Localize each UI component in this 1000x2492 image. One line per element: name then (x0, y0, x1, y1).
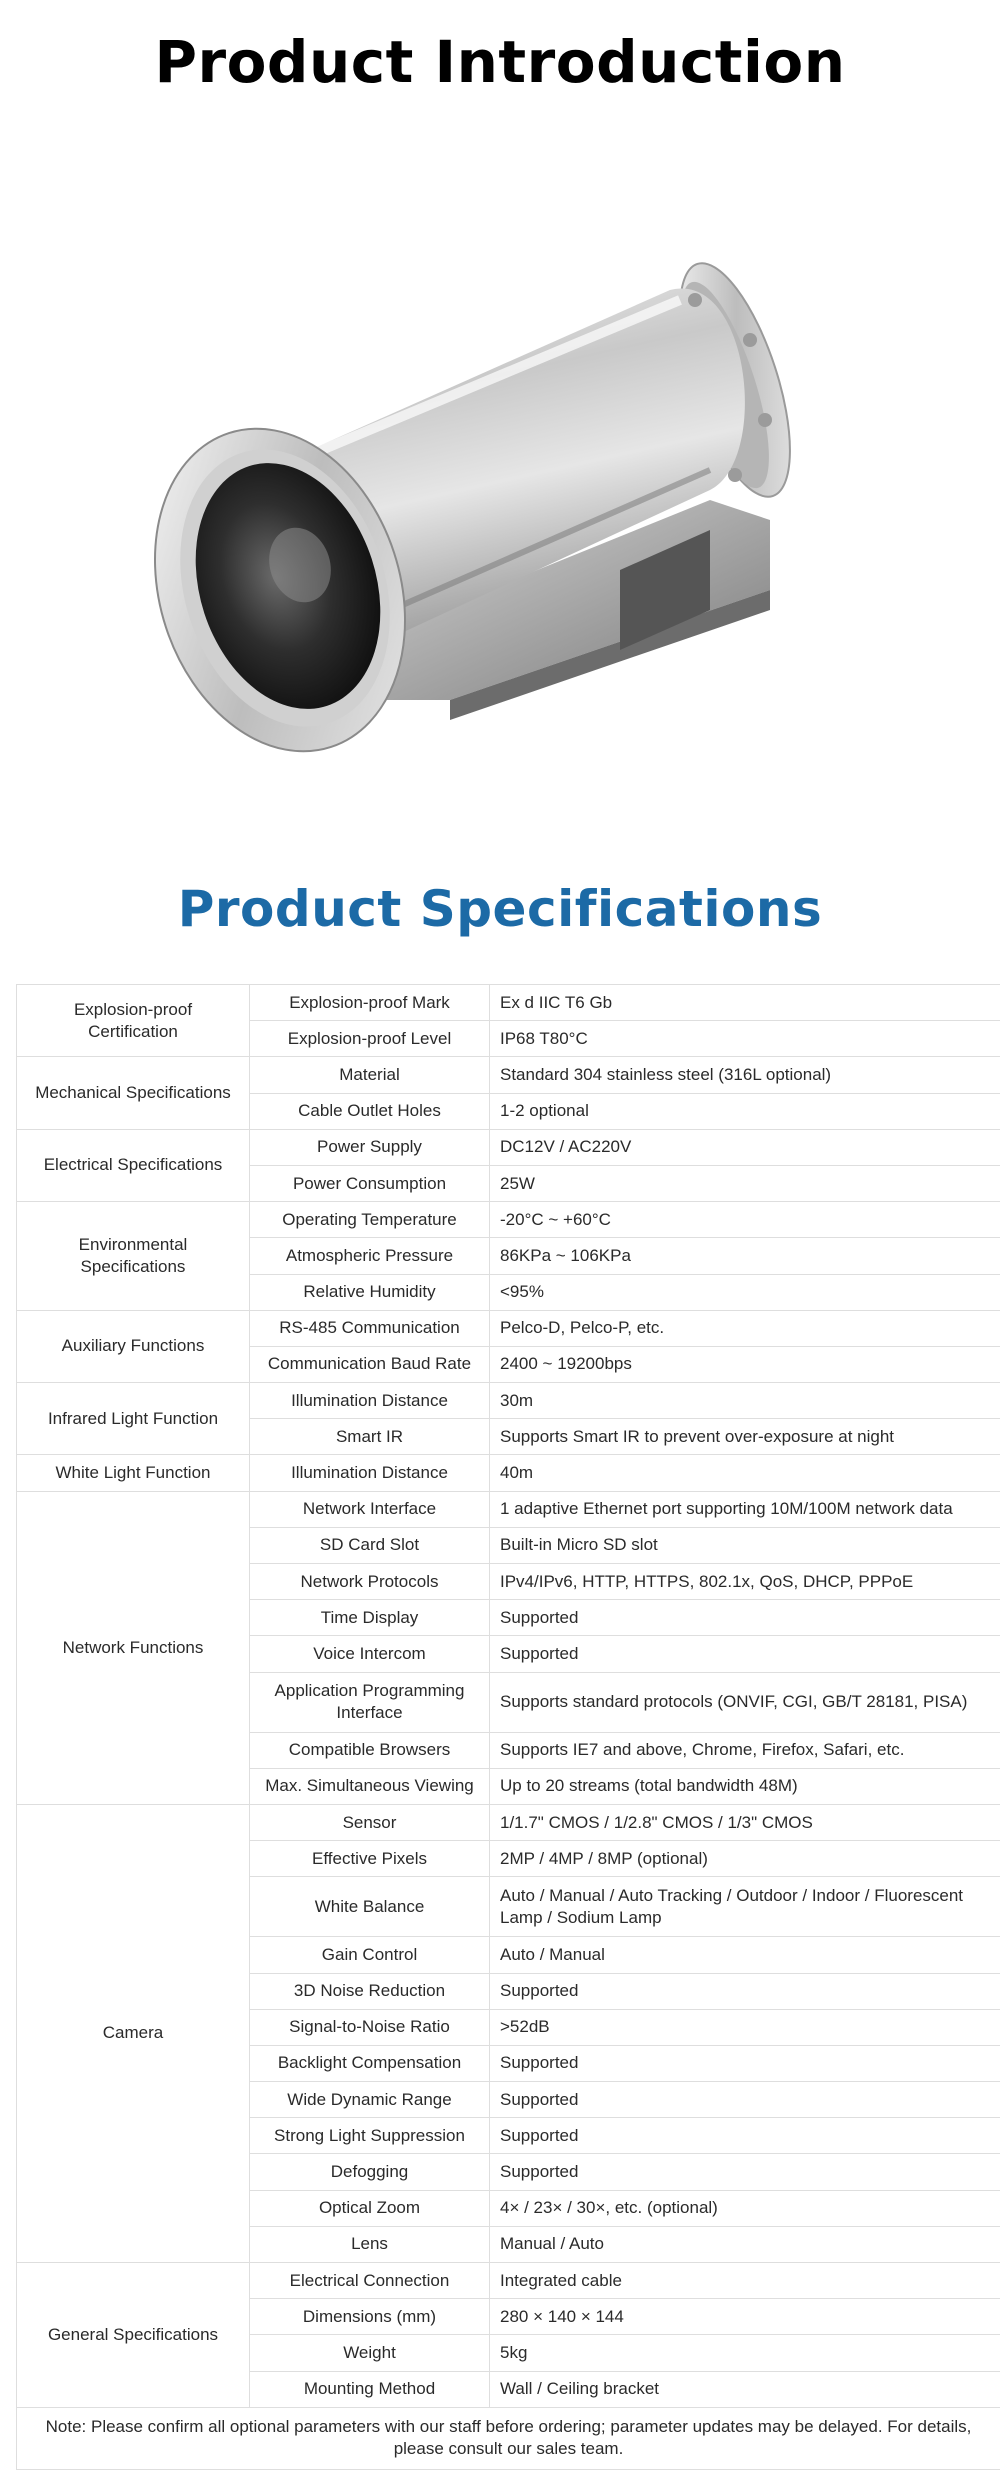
specifications-table (16, 984, 1000, 2470)
spec-parameter-cell: Gain Control (250, 1937, 490, 1973)
table-row (17, 1202, 1000, 1238)
table-row (17, 985, 1000, 1021)
spec-value-cell: Auto / Manual / Auto Tracking / Outdoor / Indoor / Fluorescent Lamp / Sodium Lamp (490, 1877, 1000, 1937)
spec-category-cell: General Specifications (17, 2263, 250, 2408)
table-row (17, 1491, 1000, 1527)
spec-value-cell: Supports IE7 and above, Chrome, Firefox, Safari, etc. (490, 1732, 1000, 1768)
footnote-text: Note: Please confirm all optional parameters with our staff before ordering; parameter updates may be delayed. For details, please consult our sales team. (17, 2407, 1000, 2469)
spec-value-cell: DC12V / AC220V (490, 1129, 1000, 1165)
table-row (17, 1310, 1000, 1346)
page-title: Product Introduction (154, 28, 846, 96)
spec-value-cell: Manual / Auto (490, 2226, 1000, 2262)
spec-value-cell: Pelco-D, Pelco-P, etc. (490, 1310, 1000, 1346)
spec-parameter-cell: Effective Pixels (250, 1841, 490, 1877)
spec-parameter-cell: Material (250, 1057, 490, 1093)
spec-value-cell: 280 × 140 × 144 (490, 2299, 1000, 2335)
table-row (17, 1455, 1000, 1491)
table-row (17, 1129, 1000, 1165)
spec-parameter-cell: Illumination Distance (250, 1383, 490, 1419)
note-row (17, 2407, 1000, 2469)
spec-value-cell: IP68 T80°C (490, 1021, 1000, 1057)
spec-parameter-cell: Smart IR (250, 1419, 490, 1455)
spec-value-cell: Supported (490, 2045, 1000, 2081)
spec-parameter-cell: Power Consumption (250, 1165, 490, 1201)
spec-parameter-cell: Time Display (250, 1600, 490, 1636)
spec-value-cell: IPv4/IPv6, HTTP, HTTPS, 802.1x, QoS, DHCP, PPPoE (490, 1564, 1000, 1600)
spec-value-cell: 40m (490, 1455, 1000, 1491)
spec-value-cell: 4× / 23× / 30×, etc. (optional) (490, 2190, 1000, 2226)
spec-value-cell: -20°C ~ +60°C (490, 1202, 1000, 1238)
spec-parameter-cell: Voice Intercom (250, 1636, 490, 1672)
spec-parameter-cell: 3D Noise Reduction (250, 1973, 490, 2009)
table-row (17, 1383, 1000, 1419)
spec-parameter-cell: Network Protocols (250, 1564, 490, 1600)
spec-parameter-cell: Communication Baud Rate (250, 1346, 490, 1382)
spec-value-cell: 1-2 optional (490, 1093, 1000, 1129)
spec-parameter-cell: Lens (250, 2226, 490, 2262)
spec-value-cell: Supported (490, 1973, 1000, 2009)
spec-value-cell: Supported (490, 2118, 1000, 2154)
spec-parameter-cell: Network Interface (250, 1491, 490, 1527)
spec-parameter-cell: Cable Outlet Holes (250, 1093, 490, 1129)
spec-value-cell: Integrated cable (490, 2263, 1000, 2299)
spec-value-cell: Wall / Ceiling bracket (490, 2371, 1000, 2407)
spec-value-cell: Ex d IIC T6 Gb (490, 985, 1000, 1021)
spec-parameter-cell: Compatible Browsers (250, 1732, 490, 1768)
spec-value-cell: 1/1.7" CMOS / 1/2.8" CMOS / 1/3" CMOS (490, 1804, 1000, 1840)
table-row (17, 1057, 1000, 1093)
spec-parameter-cell: Backlight Compensation (250, 2045, 490, 2081)
spec-category-cell: Auxiliary Functions (17, 1310, 250, 1382)
spec-parameter-cell: Dimensions (mm) (250, 2299, 490, 2335)
spec-category-cell: Explosion-proof Certification (17, 985, 250, 1057)
spec-value-cell: 25W (490, 1165, 1000, 1201)
spec-parameter-cell: Operating Temperature (250, 1202, 490, 1238)
spec-category-cell: Mechanical Specifications (17, 1057, 250, 1129)
spec-parameter-cell: Application Programming Interface (250, 1672, 490, 1732)
spec-value-cell: Built-in Micro SD slot (490, 1527, 1000, 1563)
spec-parameter-cell: Atmospheric Pressure (250, 1238, 490, 1274)
spec-value-cell: >52dB (490, 2009, 1000, 2045)
spec-parameter-cell: Max. Simultaneous Viewing (250, 1768, 490, 1804)
spec-value-cell: 1 adaptive Ethernet port supporting 10M/100M network data (490, 1491, 1000, 1527)
spec-parameter-cell: Relative Humidity (250, 1274, 490, 1310)
spec-parameter-cell: Electrical Connection (250, 2263, 490, 2299)
spec-category-cell: Environmental Specifications (17, 1202, 250, 1311)
spec-parameter-cell: White Balance (250, 1877, 490, 1937)
spec-category-cell: Network Functions (17, 1491, 250, 1804)
table-row (17, 2263, 1000, 2299)
spec-value-cell: 30m (490, 1383, 1000, 1419)
spec-parameter-cell: Weight (250, 2335, 490, 2371)
spec-value-cell: 5kg (490, 2335, 1000, 2371)
spec-parameter-cell: Sensor (250, 1804, 490, 1840)
spec-value-cell: Supported (490, 1600, 1000, 1636)
spec-value-cell: <95% (490, 1274, 1000, 1310)
spec-value-cell: 2400 ~ 19200bps (490, 1346, 1000, 1382)
spec-value-cell: Auto / Manual (490, 1937, 1000, 1973)
spec-value-cell: Up to 20 streams (total bandwidth 48M) (490, 1768, 1000, 1804)
spec-parameter-cell: Mounting Method (250, 2371, 490, 2407)
spec-parameter-cell: Optical Zoom (250, 2190, 490, 2226)
camera-product-image (150, 230, 870, 790)
spec-value-cell: 2MP / 4MP / 8MP (optional) (490, 1841, 1000, 1877)
spec-parameter-cell: Defogging (250, 2154, 490, 2190)
spec-parameter-cell: Wide Dynamic Range (250, 2082, 490, 2118)
spec-parameter-cell: Explosion-proof Level (250, 1021, 490, 1057)
spec-parameter-cell: Signal-to-Noise Ratio (250, 2009, 490, 2045)
spec-category-cell: Electrical Specifications (17, 1129, 250, 1201)
spec-value-cell: Supported (490, 2154, 1000, 2190)
spec-parameter-cell: SD Card Slot (250, 1527, 490, 1563)
spec-value-cell: 86KPa ~ 106KPa (490, 1238, 1000, 1274)
spec-parameter-cell: RS-485 Communication (250, 1310, 490, 1346)
spec-category-cell: Camera (17, 1804, 250, 2262)
specs-section-title: Product Specifications (177, 880, 823, 938)
spec-value-cell: Supported (490, 2082, 1000, 2118)
spec-category-cell: White Light Function (17, 1455, 250, 1491)
spec-value-cell: Standard 304 stainless steel (316L optional) (490, 1057, 1000, 1093)
spec-parameter-cell: Explosion-proof Mark (250, 985, 490, 1021)
spec-value-cell: Supported (490, 1636, 1000, 1672)
spec-parameter-cell: Power Supply (250, 1129, 490, 1165)
table-row (17, 1804, 1000, 1840)
spec-value-cell: Supports Smart IR to prevent over-exposure at night (490, 1419, 1000, 1455)
spec-value-cell: Supports standard protocols (ONVIF, CGI, GB/T 28181, PISA) (490, 1672, 1000, 1732)
spec-category-cell: Infrared Light Function (17, 1383, 250, 1455)
spec-parameter-cell: Illumination Distance (250, 1455, 490, 1491)
spec-parameter-cell: Strong Light Suppression (250, 2118, 490, 2154)
